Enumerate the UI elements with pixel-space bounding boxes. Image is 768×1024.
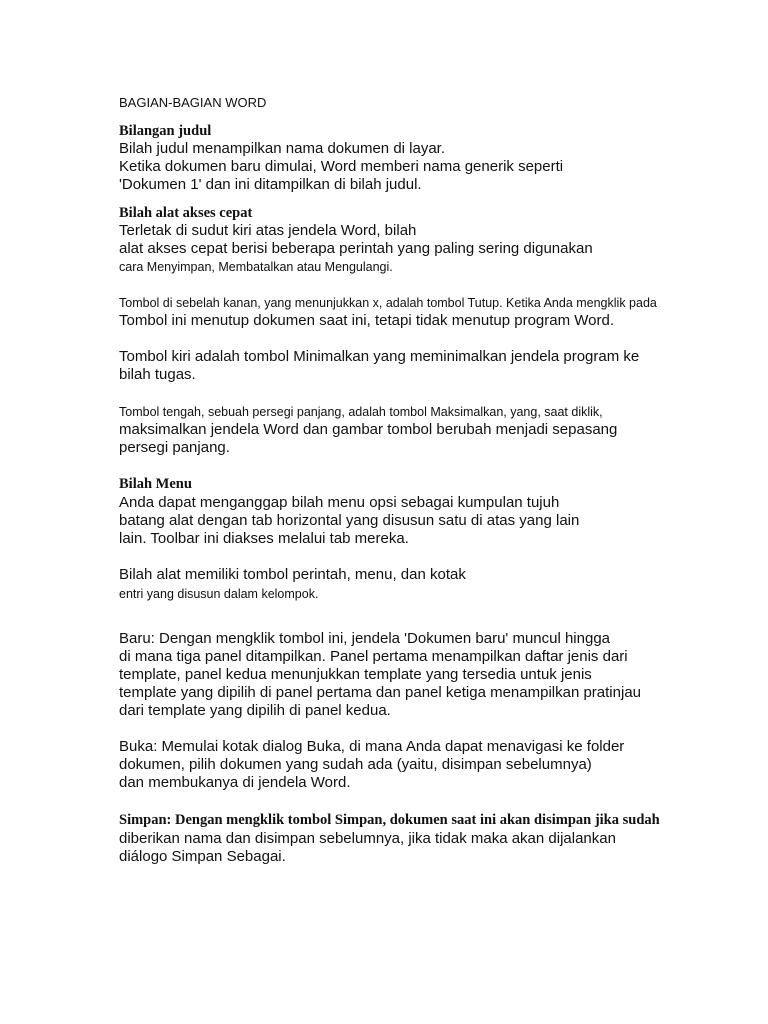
text-line: template yang dipilih di panel pertama dan panel ketiga menampilkan pratinjau bbox=[119, 684, 641, 701]
text-line: Ketika dokumen baru dimulai, Word memberi nama generik seperti bbox=[119, 158, 564, 175]
text-line: Bilah alat memiliki tombol perintah, menu, dan kotak bbox=[119, 566, 466, 583]
text-line: maksimalkan jendela Word dan gambar tombol berubah menjadi sepasang bbox=[119, 421, 618, 438]
document-title: BAGIAN-BAGIAN WORD bbox=[119, 95, 267, 110]
text-line: 'Dokumen 1' dan ini ditampilkan di bilah judul. bbox=[119, 176, 422, 193]
text-line: template, panel kedua menunjukkan template yang tersedia untuk jenis bbox=[119, 666, 592, 683]
text-line: dan membukanya di jendela Word. bbox=[119, 774, 351, 791]
text-line: Anda dapat menganggap bilah menu opsi sebagai kumpulan tujuh bbox=[119, 494, 560, 511]
text-line: Baru: Dengan mengklik tombol ini, jendela 'Dokumen baru' muncul hingga bbox=[119, 630, 611, 647]
text-line: diálogo Simpan Sebagai. bbox=[119, 848, 286, 865]
text-line: cara Menyimpan, Membatalkan atau Mengulangi. bbox=[119, 260, 393, 274]
text-line: Terletak di sudut kiri atas jendela Word, bilah bbox=[119, 222, 417, 239]
text-line: di mana tiga panel ditampilkan. Panel pertama menampilkan daftar jenis dari bbox=[119, 648, 628, 665]
text-line: Tombol tengah, sebuah persegi panjang, adalah tombol Maksimalkan, yang, saat diklik, bbox=[119, 405, 603, 419]
section-heading-menu-bar: Bilah Menu bbox=[119, 476, 192, 492]
text-line: entri yang disusun dalam kelompok. bbox=[119, 587, 319, 601]
text-line: dari template yang dipilih di panel kedua. bbox=[119, 702, 391, 719]
text-line: alat akses cepat berisi beberapa perintah yang paling sering digunakan bbox=[119, 240, 593, 257]
text-line: batang alat dengan tab horizontal yang disusun satu di atas yang lain bbox=[119, 512, 580, 529]
text-line: dokumen, pilih dokumen yang sudah ada (yaitu, disimpan sebelumnya) bbox=[119, 756, 592, 773]
text-line: Tombol di sebelah kanan, yang menunjukkan x, adalah tombol Tutup. Ketika Anda mengklik pada bbox=[119, 296, 657, 310]
section-heading-quick-access: Bilah alat akses cepat bbox=[119, 205, 253, 221]
section-heading-save: Simpan: Dengan mengklik tombol Simpan, dokumen saat ini akan disimpan jika sudah bbox=[119, 812, 660, 828]
text-line: Buka: Memulai kotak dialog Buka, di mana Anda dapat menavigasi ke folder bbox=[119, 738, 625, 755]
text-line: Tombol kiri adalah tombol Minimalkan yang meminimalkan jendela program ke bbox=[119, 348, 640, 365]
text-line: bilah tugas. bbox=[119, 366, 196, 383]
text-line: persegi panjang. bbox=[119, 439, 230, 456]
section-heading-title-bar: Bilangan judul bbox=[119, 123, 212, 139]
text-line: diberikan nama dan disimpan sebelumnya, jika tidak maka akan dijalankan bbox=[119, 830, 616, 847]
text-line: Tombol ini menutup dokumen saat ini, tetapi tidak menutup program Word. bbox=[119, 312, 614, 329]
text-line: Bilah judul menampilkan nama dokumen di layar. bbox=[119, 140, 446, 157]
text-line: lain. Toolbar ini diakses melalui tab mereka. bbox=[119, 530, 409, 547]
